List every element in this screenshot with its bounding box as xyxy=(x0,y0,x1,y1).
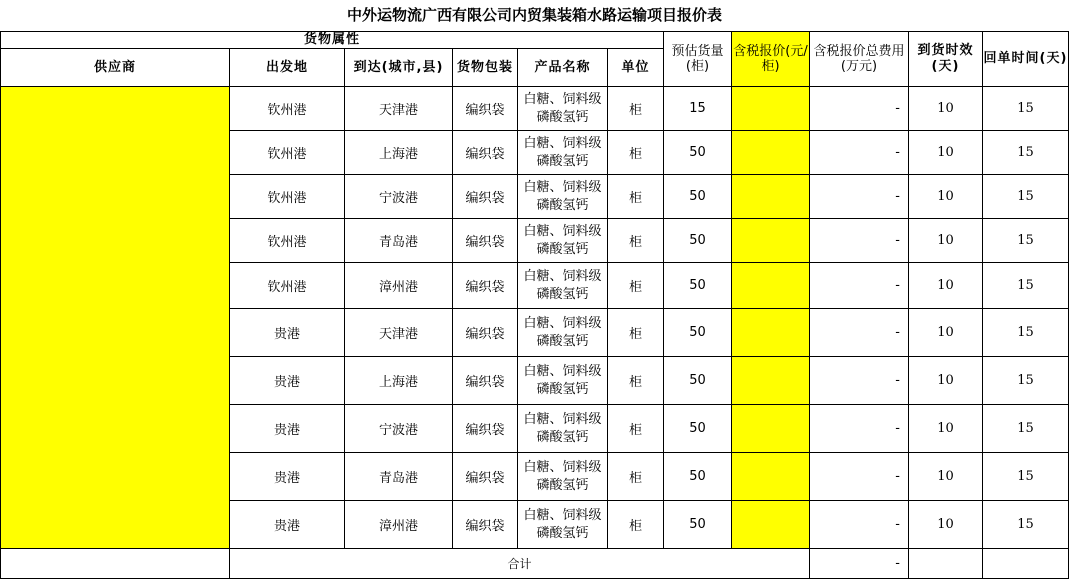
total-row xyxy=(1,549,1069,579)
destination-cell[interactable]: 上海港 xyxy=(345,131,453,175)
packaging-cell[interactable]: 编织袋 xyxy=(453,405,518,453)
price-cell[interactable] xyxy=(732,405,810,453)
footer-receipt-cell[interactable] xyxy=(983,549,1069,579)
origin-cell[interactable]: 钦州港 xyxy=(230,219,345,263)
destination-cell[interactable]: 天津港 xyxy=(345,87,453,131)
table-row xyxy=(1,87,1069,131)
price-cell[interactable] xyxy=(732,219,810,263)
origin-cell[interactable]: 贵港 xyxy=(230,309,345,357)
product-header: 产品名称 xyxy=(518,49,608,87)
destination-cell[interactable]: 漳州港 xyxy=(345,263,453,309)
destination-cell[interactable]: 青岛港 xyxy=(345,219,453,263)
price-cell[interactable] xyxy=(732,501,810,549)
origin-cell[interactable]: 贵港 xyxy=(230,501,345,549)
packaging-cell[interactable]: 编织袋 xyxy=(453,501,518,549)
unit-cell[interactable]: 柜 xyxy=(608,453,664,501)
receipt-cell[interactable]: 15 xyxy=(983,131,1069,175)
price-cell[interactable] xyxy=(732,175,810,219)
product-cell[interactable]: 白糖、饲料级磷酸氢钙 xyxy=(518,405,608,453)
destination-cell[interactable]: 青岛港 xyxy=(345,453,453,501)
destination-cell[interactable]: 天津港 xyxy=(345,309,453,357)
packaging-cell[interactable]: 编织袋 xyxy=(453,131,518,175)
receipt-cell[interactable]: 15 xyxy=(983,309,1069,357)
receipt-cell[interactable]: 15 xyxy=(983,453,1069,501)
footer-arrival-cell[interactable] xyxy=(909,549,983,579)
product-cell[interactable]: 白糖、饲料级磷酸氢钙 xyxy=(518,309,608,357)
total-cell[interactable]: - xyxy=(810,501,909,549)
total-cell[interactable]: - xyxy=(810,405,909,453)
arrival-cell[interactable]: 10 xyxy=(909,501,983,549)
total-cell[interactable]: - xyxy=(810,175,909,219)
volume-cell[interactable]: 50 xyxy=(664,219,732,263)
total-label: 合计 xyxy=(230,549,810,579)
footer-blank-cell xyxy=(1,549,230,579)
sheet-title: 中外运物流广西有限公司内贸集装箱水路运输项目报价表 xyxy=(346,6,722,24)
origin-header: 出发地 xyxy=(230,49,345,87)
packaging-cell[interactable]: 编织袋 xyxy=(453,309,518,357)
unit-cell[interactable]: 柜 xyxy=(608,405,664,453)
unit-cell[interactable]: 柜 xyxy=(608,131,664,175)
total-cell[interactable]: - xyxy=(810,219,909,263)
origin-cell[interactable]: 贵港 xyxy=(230,453,345,501)
price-cell[interactable] xyxy=(732,131,810,175)
packaging-header: 货物包装 xyxy=(453,49,518,87)
supplier-header: 供应商 xyxy=(1,49,230,87)
total-price-header: 含税报价总费用(万元) xyxy=(810,32,909,87)
price-cell[interactable] xyxy=(732,453,810,501)
total-cell[interactable]: - xyxy=(810,263,909,309)
arrival-cell[interactable]: 10 xyxy=(909,219,983,263)
total-value[interactable]: - xyxy=(810,549,909,579)
arrival-cell[interactable]: 10 xyxy=(909,309,983,357)
receipt-cell[interactable]: 15 xyxy=(983,263,1069,309)
packaging-cell[interactable]: 编织袋 xyxy=(453,87,518,131)
price-cell[interactable] xyxy=(732,357,810,405)
receipt-cell[interactable]: 15 xyxy=(983,501,1069,549)
arrival-cell[interactable]: 10 xyxy=(909,405,983,453)
arrival-time-header: 到货时效(天) xyxy=(909,32,983,87)
volume-cell[interactable]: 50 xyxy=(664,309,732,357)
volume-cell[interactable]: 50 xyxy=(664,501,732,549)
price-cell[interactable] xyxy=(732,263,810,309)
origin-cell[interactable]: 钦州港 xyxy=(230,175,345,219)
volume-cell[interactable]: 50 xyxy=(664,175,732,219)
product-cell[interactable]: 白糖、饲料级磷酸氢钙 xyxy=(518,263,608,309)
product-cell[interactable]: 白糖、饲料级磷酸氢钙 xyxy=(518,87,608,131)
unit-cell[interactable]: 柜 xyxy=(608,175,664,219)
packaging-cell[interactable]: 编织袋 xyxy=(453,219,518,263)
total-cell[interactable]: - xyxy=(810,309,909,357)
origin-cell[interactable]: 钦州港 xyxy=(230,263,345,309)
arrival-cell[interactable]: 10 xyxy=(909,263,983,309)
cargo-attributes-header: 货物属性 xyxy=(1,32,664,49)
total-cell[interactable]: - xyxy=(810,87,909,131)
product-cell[interactable]: 白糖、饲料级磷酸氢钙 xyxy=(518,219,608,263)
origin-cell[interactable]: 贵港 xyxy=(230,357,345,405)
volume-cell[interactable]: 50 xyxy=(664,357,732,405)
est-volume-header: 预估货量(柜) xyxy=(664,32,732,87)
unit-cell[interactable]: 柜 xyxy=(608,357,664,405)
packaging-cell[interactable]: 编织袋 xyxy=(453,357,518,405)
receipt-cell[interactable]: 15 xyxy=(983,219,1069,263)
product-cell[interactable]: 白糖、饲料级磷酸氢钙 xyxy=(518,501,608,549)
total-cell[interactable]: - xyxy=(810,357,909,405)
product-cell[interactable]: 白糖、饲料级磷酸氢钙 xyxy=(518,357,608,405)
receipt-time-header: 回单时间(天) xyxy=(983,32,1069,87)
unit-cell[interactable]: 柜 xyxy=(608,501,664,549)
price-cell[interactable] xyxy=(732,309,810,357)
receipt-cell[interactable]: 15 xyxy=(983,357,1069,405)
unit-header: 单位 xyxy=(608,49,664,87)
destination-cell[interactable]: 上海港 xyxy=(345,357,453,405)
volume-cell[interactable]: 15 xyxy=(664,87,732,131)
unit-price-header: 含税报价(元/柜) xyxy=(732,32,810,87)
arrival-cell[interactable]: 10 xyxy=(909,357,983,405)
receipt-cell[interactable]: 15 xyxy=(983,405,1069,453)
receipt-cell[interactable]: 15 xyxy=(983,175,1069,219)
arrival-cell[interactable]: 10 xyxy=(909,131,983,175)
destination-cell[interactable]: 宁波港 xyxy=(345,405,453,453)
origin-cell[interactable]: 钦州港 xyxy=(230,87,345,131)
destination-header: 到达(城市,县) xyxy=(345,49,453,87)
quote-table xyxy=(0,31,1069,579)
total-cell[interactable]: - xyxy=(810,453,909,501)
volume-cell[interactable]: 50 xyxy=(664,453,732,501)
origin-cell[interactable]: 贵港 xyxy=(230,405,345,453)
receipt-cell[interactable]: 15 xyxy=(983,87,1069,131)
unit-cell[interactable]: 柜 xyxy=(608,309,664,357)
supplier-cell[interactable] xyxy=(1,87,230,549)
unit-cell[interactable]: 柜 xyxy=(608,87,664,131)
arrival-cell[interactable]: 10 xyxy=(909,175,983,219)
arrival-cell[interactable]: 10 xyxy=(909,453,983,501)
product-cell[interactable]: 白糖、饲料级磷酸氢钙 xyxy=(518,131,608,175)
product-cell[interactable]: 白糖、饲料级磷酸氢钙 xyxy=(518,453,608,501)
volume-cell[interactable]: 50 xyxy=(664,405,732,453)
packaging-cell[interactable]: 编织袋 xyxy=(453,453,518,501)
unit-cell[interactable]: 柜 xyxy=(608,219,664,263)
arrival-cell[interactable]: 10 xyxy=(909,87,983,131)
total-cell[interactable]: - xyxy=(810,131,909,175)
origin-cell[interactable]: 钦州港 xyxy=(230,131,345,175)
volume-cell[interactable]: 50 xyxy=(664,263,732,309)
destination-cell[interactable]: 宁波港 xyxy=(345,175,453,219)
volume-cell[interactable]: 50 xyxy=(664,131,732,175)
packaging-cell[interactable]: 编织袋 xyxy=(453,263,518,309)
product-cell[interactable]: 白糖、饲料级磷酸氢钙 xyxy=(518,175,608,219)
packaging-cell[interactable]: 编织袋 xyxy=(453,175,518,219)
price-cell[interactable] xyxy=(732,87,810,131)
destination-cell[interactable]: 漳州港 xyxy=(345,501,453,549)
unit-cell[interactable]: 柜 xyxy=(608,263,664,309)
